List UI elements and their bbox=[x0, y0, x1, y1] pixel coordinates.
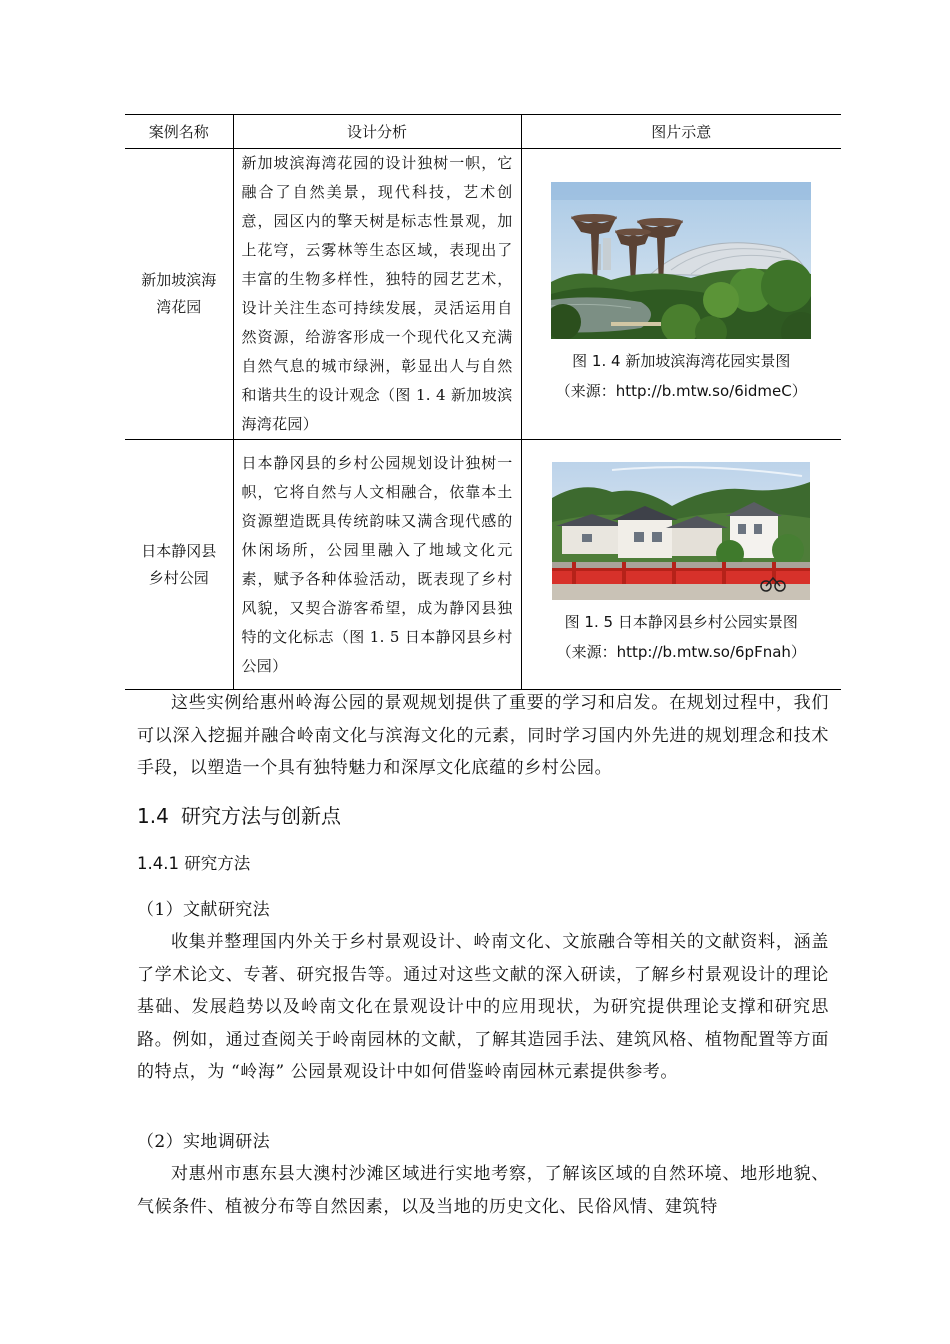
design-analysis-cell: 新加坡滨海湾花园的设计独树一帜，它融合了自然美景，现代科技，艺术创意，园区内的擎天树是标志性景观，加上花穹，云雾林等生态区域，表现出了丰富的生物多样性，独特的园艺艺术，设计关注生态可持续发展，灵活运用自然资源，给游客形成一个现代化又充满自然气息的城市绿洲，彰显出人与自然和谐共生的设计观念（图 1. 4 新加坡滨海湾花园） bbox=[233, 149, 521, 440]
body-paragraph: 这些实例给惠州岭海公园的景观规划提供了重要的学习和启发。在规划过程中，我们可以深入挖掘并融合岭南文化与滨海文化的元素，同时学习国内外先进的规划理念和技术手段，以塑造一个具有独特魅力和深厚文化底蕴的乡村公园。 bbox=[137, 693, 829, 778]
case-name-line: 新加坡滨海 bbox=[141, 271, 217, 289]
subsection-heading: 1.4.1 研究方法 bbox=[137, 854, 251, 873]
japan-village-park-photo bbox=[552, 462, 810, 600]
figure-caption: 图 1. 5 日本静冈县乡村公园实景图 bbox=[564, 612, 798, 631]
singapore-gardens-photo bbox=[551, 182, 811, 339]
body-paragraph: 对惠州市惠东县大澳村沙滩区域进行实地考察，了解该区域的自然环境、地形地貌、气候条件、植被分布等自然因素，以及当地的历史文化、民俗风情、建筑特 bbox=[137, 1164, 829, 1217]
case-name-line: 湾花园 bbox=[156, 298, 202, 316]
header-design-analysis: 设计分析 bbox=[233, 115, 521, 149]
section-title: 研究方法与创新点 bbox=[181, 804, 341, 828]
image-cell bbox=[521, 149, 841, 440]
case-name-line: 日本静冈县 bbox=[141, 541, 217, 560]
image-cell bbox=[521, 440, 841, 690]
method-item-title: （2）实地调研法 bbox=[137, 1132, 271, 1152]
table-row bbox=[125, 149, 841, 440]
case-name-cell bbox=[125, 440, 233, 690]
case-name-line: 乡村公园 bbox=[148, 568, 209, 587]
header-case-name: 案例名称 bbox=[125, 115, 233, 149]
method-item-title: （1）文献研究法 bbox=[137, 900, 271, 920]
body-paragraph: 收集并整理国内外关于乡村景观设计、岭南文化、文旅融合等相关的文献资料，涵盖了学术论文、专著、研究报告等。通过对这些文献的深入研读，了解乡村景观设计的理论基础、发展趋势以及岭南文化在景观设计中的应用现状，为研究提供理论支撑和研究思路。例如，通过查阅关于岭南园林的文献，了解其造园手法、建筑风格、植物配置等方面的特点，为 “岭海” 公园景观设计中如何借鉴岭南园林元素提供参考。 bbox=[137, 932, 829, 1082]
table-header-row bbox=[125, 115, 841, 149]
case-study-table bbox=[125, 114, 841, 690]
case-name-cell bbox=[125, 149, 233, 440]
figure-source: （来源：http://b.mtw.so/6idmeC） bbox=[555, 381, 807, 400]
section-heading bbox=[137, 800, 341, 829]
header-image: 图片示意 bbox=[521, 115, 841, 149]
section-number: 1.4 bbox=[137, 804, 169, 828]
figure-source: （来源：http://b.mtw.so/6pFnah） bbox=[556, 642, 806, 661]
figure-caption: 图 1. 4 新加坡滨海湾花园实景图 bbox=[572, 351, 791, 370]
table-row bbox=[125, 440, 841, 690]
design-analysis-cell: 日本静冈县的乡村公园规划设计独树一帜，它将自然与人文相融合，依靠本土资源塑造既具传统韵味又满含现代感的休闲场所，公园里融入了地域文化元素，赋予各种体验活动，既表现了乡村风貌，又契合游客希望，成为静冈县独特的文化标志（图 1. 5 日本静冈县乡村公园） bbox=[233, 440, 521, 690]
